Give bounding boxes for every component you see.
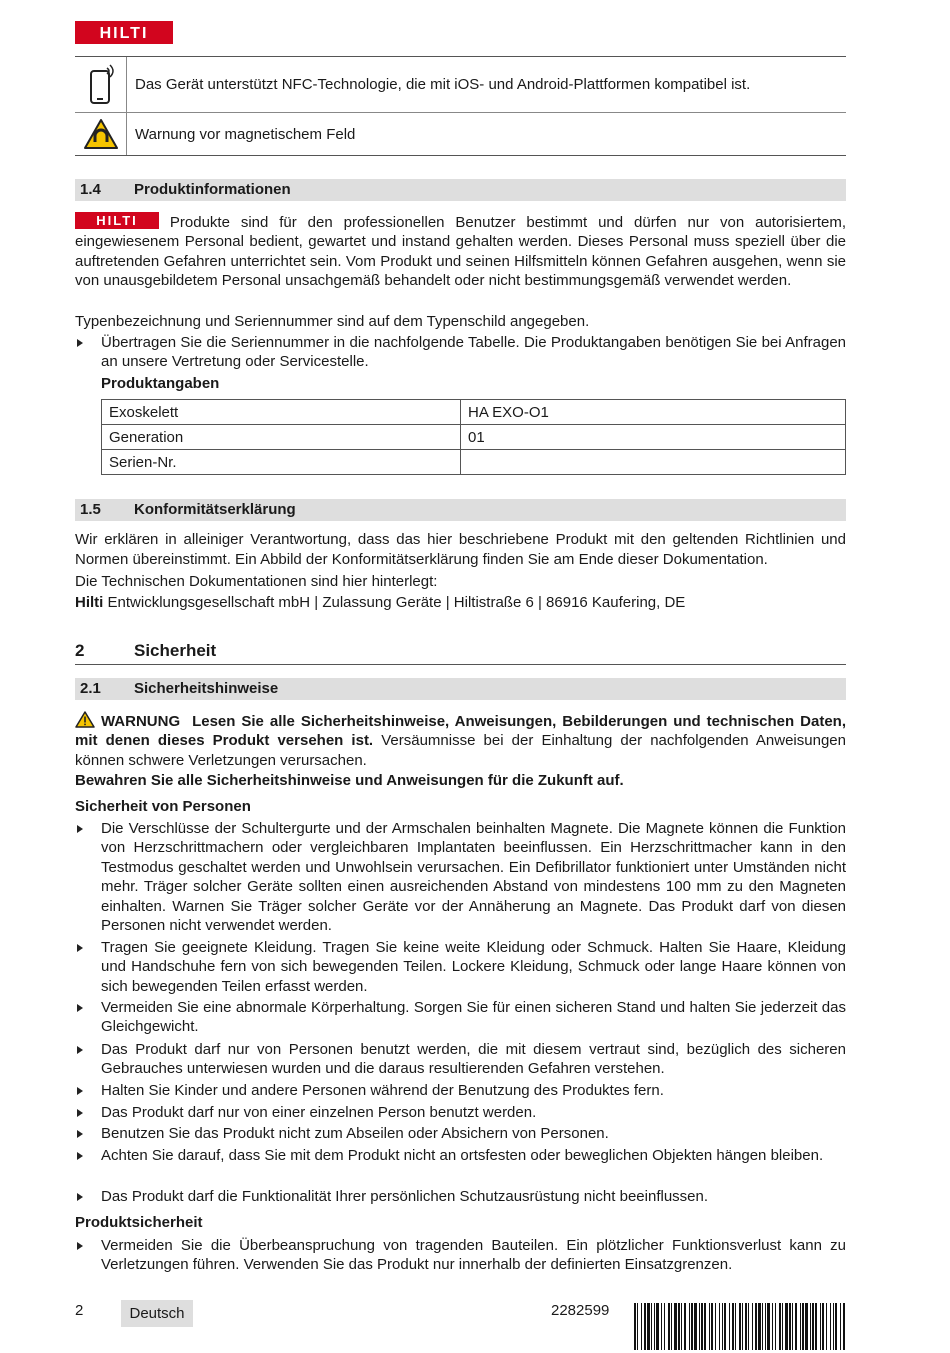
bullet-arrow-icon bbox=[77, 825, 83, 833]
symbol-row-nfc bbox=[75, 57, 846, 112]
list-item: Das Produkt darf nur von einer einzelnen Person benutzt werden. bbox=[75, 1103, 846, 1122]
list-item: Das Produkt darf nur von Personen benutzt werden, die mit diesem vertraut sind, bezüglich des sicheren Gebrauches unterwiesen wurden und die daraus resultierenden Gefahren verstehen. bbox=[75, 1040, 846, 1079]
section-number: 2.1 bbox=[80, 680, 101, 697]
bullet-arrow-icon bbox=[77, 1242, 83, 1250]
persons-safety-title: Sicherheit von Personen bbox=[75, 798, 251, 815]
bullet-arrow-icon bbox=[77, 1004, 83, 1012]
list-item: Achten Sie darauf, dass Sie mit dem Produkt nicht an ortsfesten oder beweglichen Objekten hängen bleiben. bbox=[75, 1146, 846, 1165]
list-item: Tragen Sie geeignete Kleidung. Tragen Sie keine weite Kleidung oder Schmuck. Halten Sie Haare, Kleidung und Handschuhe fern von sich bewegenden Teilen. Lockere Kleidung, Schmuck oder lange Haare können von sich bewegenden Teilen erfasst werden. bbox=[75, 938, 846, 996]
section-number: 1.4 bbox=[80, 181, 101, 198]
hilti-logo bbox=[75, 21, 173, 44]
bullet-arrow-icon bbox=[77, 1193, 83, 1201]
table-row: Exoskelett HA EXO-O1 bbox=[102, 400, 846, 425]
section-heading-2-1 bbox=[75, 678, 846, 700]
table-row: Serien-Nr. bbox=[102, 450, 846, 475]
product-table-title: Produktangaben bbox=[101, 375, 220, 392]
page-number: 2 bbox=[75, 1302, 84, 1319]
section-title: Konformitätserklärung bbox=[134, 501, 296, 518]
bullet-arrow-icon bbox=[77, 1152, 83, 1160]
symbol-row-magnet bbox=[75, 112, 846, 155]
list-item: Übertragen Sie die Seriennummer in die nachfolgende Tabelle. Die Produktangaben benötigen Sie bei Anfragen an unsere Vertretung oder Servicestelle. bbox=[75, 333, 846, 372]
hilti-inline-logo bbox=[75, 212, 159, 229]
table-row: Generation 01 bbox=[102, 425, 846, 450]
chapter-number: 2 bbox=[75, 641, 85, 660]
section-heading-1-5 bbox=[75, 499, 846, 521]
bullet-arrow-icon bbox=[77, 1046, 83, 1054]
product-safety-title: Produktsicherheit bbox=[75, 1214, 203, 1231]
list-item: Halten Sie Kinder und andere Personen während der Benutzung des Produktes fern. bbox=[75, 1081, 846, 1100]
bullet-arrow-icon bbox=[77, 1087, 83, 1095]
type-info-text: Typenbezeichnung und Seriennummer sind auf dem Typenschild angegeben. bbox=[75, 313, 590, 330]
chapter-title: Sicherheit bbox=[134, 641, 217, 660]
product-info-paragraph: HILTI Produkte sind für den professionellen Benutzer bestimmt und dürfen nur von autorisiertem, eingewiesenem Personal bedient, gewartet und instand gehalten werden. Dieses Personal muss speziell über die auftretenden Gefahren unterrichtet sein. Vom Produkt und seinen Hilfsmitteln können Gefahren ausgehen, wenn sie von unausgebildetem Personal unsachgemäß behandelt oder nicht bestimmungsgemäß verwendet werden. bbox=[75, 213, 846, 290]
language-label: Deutsch bbox=[121, 1300, 193, 1327]
list-item: Die Verschlüsse der Schultergurte und der Armschalen beinhalten Magnete. Die Magnete können die Funktion von Herzschrittmachern oder vergleichbaren Implantaten beeinflussen. Ein Herzschrittmacher kann in den Testmodus geschaltet werden und Unwohlsein verursachen. Ein Defibrillator funktioniert unter Umständen nicht mehr. Träger solcher Geräte sollten einen ausreichenden Abstand von mindestens 100 mm zu den Magneten einhalten. Warnen Sie Träger solcher Geräte vor der Annäherung an Magnete. Das Produkt darf von diesen Personen nicht verwendet werden. bbox=[75, 819, 846, 935]
symbol-text: Warnung vor magnetischem Feld bbox=[135, 125, 356, 143]
document-number: 2282599 bbox=[551, 1302, 610, 1319]
warning-triangle-icon bbox=[75, 711, 95, 728]
address-text: Hilti Entwicklungsgesellschaft mbH | Zulassung Geräte | Hiltistraße 6 | 86916 Kaufering, DE bbox=[75, 594, 686, 611]
warning-label: WARNUNG bbox=[100, 713, 181, 730]
section-title: Sicherheitshinweise bbox=[134, 680, 279, 697]
nfc-phone-icon bbox=[75, 57, 127, 112]
conformity-paragraph: Wir erklären in alleiniger Verantwortung, dass das hier beschriebene Produkt mit den geltenden Richtlinien und Normen übereinstimmt. Ein Abbild der Konformitätserklärung finden Sie am Ende dieser Dokumentation. bbox=[75, 531, 846, 568]
symbol-text: Das Gerät unterstützt NFC-Technologie, die mit iOS- und Android-Plattformen kompatibel ist. bbox=[135, 76, 751, 93]
symbol-table bbox=[75, 56, 846, 156]
keep-instructions-text: Bewahren Sie alle Sicherheitshinweise und Anweisungen für die Zukunft auf. bbox=[75, 772, 624, 789]
section-title: Produktinformationen bbox=[134, 181, 291, 198]
magnet-warning-icon bbox=[75, 113, 127, 155]
svg-text:HILTI: HILTI bbox=[96, 213, 138, 228]
section-number: 1.5 bbox=[80, 501, 101, 518]
bullet-arrow-icon bbox=[77, 1130, 83, 1138]
list-item: Vermeiden Sie die Überbeanspruchung von tragenden Bauteilen. Ein plötzlicher Funktionsverlust kann zu Verletzungen führen. Verwenden Sie das Produkt nur innerhalb der definierten Einsatzgrenzen. bbox=[75, 1236, 846, 1275]
list-item: Benutzen Sie das Produkt nicht zum Abseilen oder Absichern von Personen. bbox=[75, 1124, 846, 1143]
list-item: Das Produkt darf die Funktionalität Ihrer persönlichen Schutzausrüstung nicht beeinflussen. bbox=[75, 1187, 846, 1206]
list-item: Vermeiden Sie eine abnormale Körperhaltung. Sorgen Sie für einen sicheren Stand und halten Sie jederzeit das Gleichgewicht. bbox=[75, 998, 846, 1037]
bullet-arrow-icon bbox=[77, 944, 83, 952]
bullet-arrow-icon bbox=[77, 1109, 83, 1117]
chapter-heading bbox=[75, 640, 846, 665]
section-heading-1-4 bbox=[75, 179, 846, 201]
warning-paragraph: WARNUNG Lesen Sie alle Sicherheitshinweise, Anweisungen, Bebilderungen und technischen Daten, mit denen dieses Produkt versehen ist. Versäumnisse bei der Einhaltung der nachfolgenden Anweisungen können schwere Verletzungen verursachen. bbox=[75, 713, 846, 769]
product-data-table bbox=[101, 399, 846, 475]
logo-text: HILTI bbox=[99, 25, 149, 42]
tech-doc-text: Die Technischen Dokumentationen sind hier hinterlegt: bbox=[75, 573, 438, 590]
barcode bbox=[634, 1303, 846, 1350]
bullet-arrow-icon bbox=[77, 339, 83, 347]
